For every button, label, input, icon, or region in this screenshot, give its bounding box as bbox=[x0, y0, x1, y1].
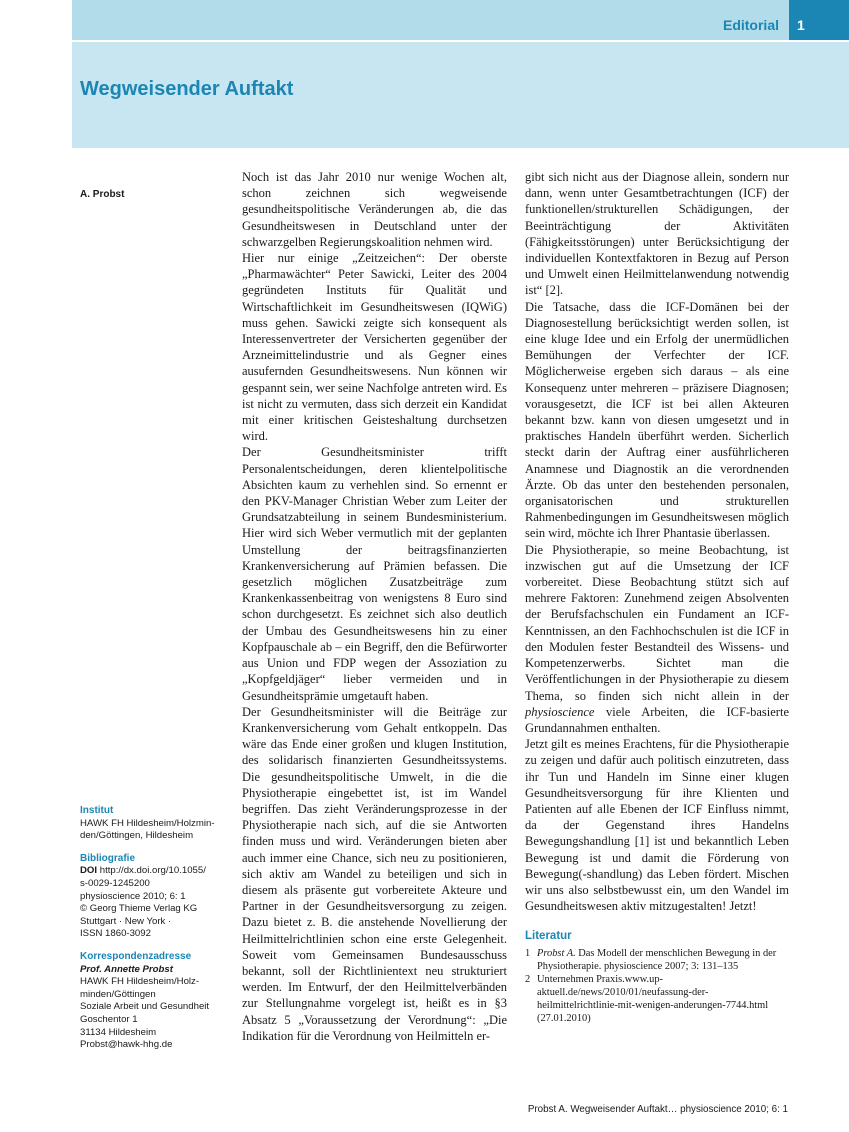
institut-heading: Institut bbox=[80, 805, 114, 816]
article-meta bbox=[80, 805, 230, 1052]
body-column-1 bbox=[242, 169, 507, 1044]
reference-link[interactable]: Unternehmen Praxis.www.up-aktuell.de/news/2010/01/neufassung-der-heilmittelrichtlinie-mit-wenigen-anderungen-7744.html (27.01.2010) bbox=[537, 973, 769, 1024]
body-paragraph: Hier nur einige „Zeitzeichen“: Der oberste „Pharmawächter“ Peter Sawicki, Leiter des 2004 gegründeten Instituts für Qualität und Wirtschaftlichkeit im Gesundheitswesen (IQWiG) muss gehen. Sawicki zeigte sich konsequent als Interessenvertreter der Versicherten gegenüber der Arzneimittelindustrie und als Gegner eines ausufernden Gesundheitswesens. Nun können wir gespannt sein, wer seine Nachfolge antreten wird. Es ist nicht zu vermuten, dass sich derzeit ein Kandidat mit einer kritischen Geisteshaltung durchsetzen wird. bbox=[242, 251, 507, 444]
body-paragraph: gibt sich nicht aus der Diagnose allein, sondern nur dann, wenn unter Gesamtbetrachtungen (ICF) der funktionellen/strukturellen Schädigungen, der Beeinträchtigung der Aktivitäten (Fähigkeitsstörungen) unter Berücksichtigung der individuellen Kontextfaktoren in Bezug auf Person und Umwelt einen Heilmittelanwendung notwendig ist“ [2]. bbox=[525, 170, 789, 298]
reference-number: 2 bbox=[525, 973, 531, 985]
korrespondenz-line: HAWK FH Hildesheim/Holz- bbox=[80, 976, 200, 988]
article-title: Wegweisender Auftakt bbox=[80, 78, 294, 100]
body-column-2 bbox=[525, 169, 789, 1025]
bibliografie-heading: Bibliografie bbox=[80, 852, 136, 864]
body-text: Die Physiotherapie, so meine Beobachtung, ist inzwischen gut auf die Umsetzung der ICF vorbereitet. Diese Beobachtung stützt sich auf mehrere Faktoren: Zunehmend zeigen Absolventen der Berufsfachschulen ein Fundament an ICF-Kenntnissen, an den Fachhochschulen ist die ICF in den Modulen fester Bestandteil des Wissens- und Kompetenzerwerbs. Sichtet man die Veröffentlichungen in der Physiotherapie zu diesem Thema, so finden sich nicht allein in der bbox=[525, 542, 789, 703]
bibliografie-line: ISSN 1860-3092 bbox=[80, 928, 151, 940]
body-paragraph: Jetzt gilt es meines Erachtens, für die Physiotherapie zu zeigen und dafür auch politisch einzutreten, dass ihr Tun und Handeln im Sinne einer klugen Gesundheitsversorgung für ihre Klienten und Patienten auf alle Ebenen der ICF Einfluss nimmt, da der Gegenstand ihres Handelns Bewegungshandlung [1] ist und bekanntlich Leben Bewegung ist und damit die Förderung von Bewegung(-shandlung) das Leben fördert. Mischen wir uns also selbstbewusst ein, um den Wandel im Gesundheitswesen aktiv mitzugestalten! Jetzt! bbox=[525, 737, 789, 914]
references-heading: Literatur bbox=[525, 930, 572, 943]
body-paragraph: Der Gesundheitsminister will die Beiträge zur Krankenversicherung vom Gehalt entkoppeln. Das wäre das Ende einer großen und klugen Institution, des solidarisch finanzierten Gesundheitssystems. Die gesundheitspolitische Umwelt, in die die Physiotherapie eingebettet ist, ist im Wandel begriffen. Das zieht Veränderungsprozesse in der Physiotherapie nach sich, auf die sie Antworten finden muss und wird. Veränderungen bieten aber auch immer eine Chance, sich neu zu positionieren, sich aktiv am Wandel zu beteiligen und sich in diesem als präsente gut vorbereitete Akteure und Partner in der Gesundheitsversorgung zu zeigen. Dazu bietet z. B. die anstehende Novellierung der Heilmittelrichtlinien schon eine erste Gelegenheit. Soweit vom Gemeinsamen Bundesausschuss bekannt, soll der Richtlinientext neu strukturiert werden. Im Entwurf, der den Heilmittelverbänden zur Stellungnahme vorgelegt ist, heißt es in §3 Absatz 5 „Voraussetzung der Verordnung“: „Die Indikation für die Verordnung von Heilmitteln er- bbox=[242, 704, 507, 1043]
reference-item bbox=[525, 947, 789, 973]
doi-label: DOI bbox=[80, 865, 98, 877]
body-text: viele Arbeiten, die ICF-basierte Grundannahmen enthalten. bbox=[525, 704, 789, 735]
bibliografie-line: s-0029-1245200 bbox=[80, 877, 150, 889]
section-label: Editorial bbox=[722, 17, 779, 33]
body-paragraph: Noch ist das Jahr 2010 nur wenige Wochen alt, schon zeichnen sich wegweisende gesundheitspolitische Veränderungen ab, die das Gesundheitswesen in Deutschland unter der schwarzgelben Regierungskoalition nehmen wird. bbox=[242, 170, 507, 249]
body-paragraph: Der Gesundheitsminister trifft Personalentscheidungen, deren klientelpolitische Absichten kaum zu verhehlen sind. So ernennt er den PKV-Manager Christian Weber zum Leiter der Grundsatzabteilung in seinem Bundesministerium. Hier wird sich Weber vermutlich mit der geplanten Umstellung der beitragsfinanzierten Krankenversicherung auf Prämien befassen. Die gesetzlich möglichen Zusatzbeiträge zum Krankenkassenbeitrag von wenigstens 8 Euro sind schon durchgesetzt. Es zeichnet sich also deutlich der Umbau des Gesundheitswesens hin zu einer Kopfpauschale ab – ein Begriff, den die Befürworter aus Union und FDP wegen der Assoziation zu „Kopfgeldjäger“ lieber vermeiden und in Gesundheitsprämie umgetauft haben. bbox=[242, 445, 507, 703]
korrespondenz-email: Probst@hawk-hhg.de bbox=[80, 1039, 173, 1051]
body-paragraph bbox=[525, 542, 789, 736]
institut-line: den/Göttingen, Hildesheim bbox=[80, 830, 194, 842]
doi-value: http://dx.doi.org/10.1055/ bbox=[97, 865, 206, 877]
page-number: 1 bbox=[797, 17, 805, 33]
bibliografie-line: Stuttgart · New York · bbox=[80, 915, 172, 927]
reference-item bbox=[525, 973, 789, 1025]
institut-line: HAWK FH Hildesheim/Holzmin- bbox=[80, 817, 215, 829]
reference-text: Das Modell der menschlichen Bewegung in der Physiotherapie. physioscience 2007; 3: 131–135 bbox=[537, 947, 777, 972]
korrespondenz-line: Soziale Arbeit und Gesundheit bbox=[80, 1001, 210, 1013]
korrespondenz-name: Prof. Annette Probst bbox=[80, 963, 173, 975]
author-name: A. Probst bbox=[80, 189, 125, 200]
korrespondenz-heading: Korrespondenzadresse bbox=[80, 950, 192, 962]
korrespondenz-line: Goschentor 1 bbox=[80, 1013, 138, 1025]
bibliografie-line: physioscience 2010; 6: 1 bbox=[80, 890, 186, 902]
reference-author: Probst A. bbox=[537, 947, 576, 959]
reference-number: 1 bbox=[525, 947, 531, 959]
body-paragraph: Die Tatsache, dass die ICF-Domänen bei der Diagnosestellung berücksichtigt werden sollen, ist eine kluge Idee und ein Erfolg der unermüdlichen Bemühungen der Verfechter der ICF. Möglicherweise ergeben sich daraus – als eine Konsequenz unter mehreren – präzisere Diagnosen; vorausgesetzt, die ICF ist bei allen Akteuren bekannt bzw. kann von diesen umgesetzt und in praktisches Handeln überführt werden. Sicherlich steckt darin der Auftrag einer ausführlicheren Anamnese und Diagnostik an die verordnenden Ärzte. Ob das unter den bestehenden personalen, organisatorischen und strukturellen Rahmenbedingungen im Gesundheitswesen möglich sein wird, möchte ich Ihrer Phantasie überlassen. bbox=[525, 299, 789, 541]
footer-citation: Probst A. Wegweisender Auftakt… physioscience 2010; 6: 1 bbox=[527, 1104, 788, 1115]
doi-line bbox=[80, 865, 230, 878]
journal-name: physioscience bbox=[525, 704, 595, 719]
korrespondenz-line: minden/Göttingen bbox=[80, 988, 156, 1000]
bibliografie-line: © Georg Thieme Verlag KG bbox=[80, 903, 198, 915]
references bbox=[525, 928, 789, 1024]
korrespondenz-line: 31134 Hildesheim bbox=[80, 1026, 157, 1038]
